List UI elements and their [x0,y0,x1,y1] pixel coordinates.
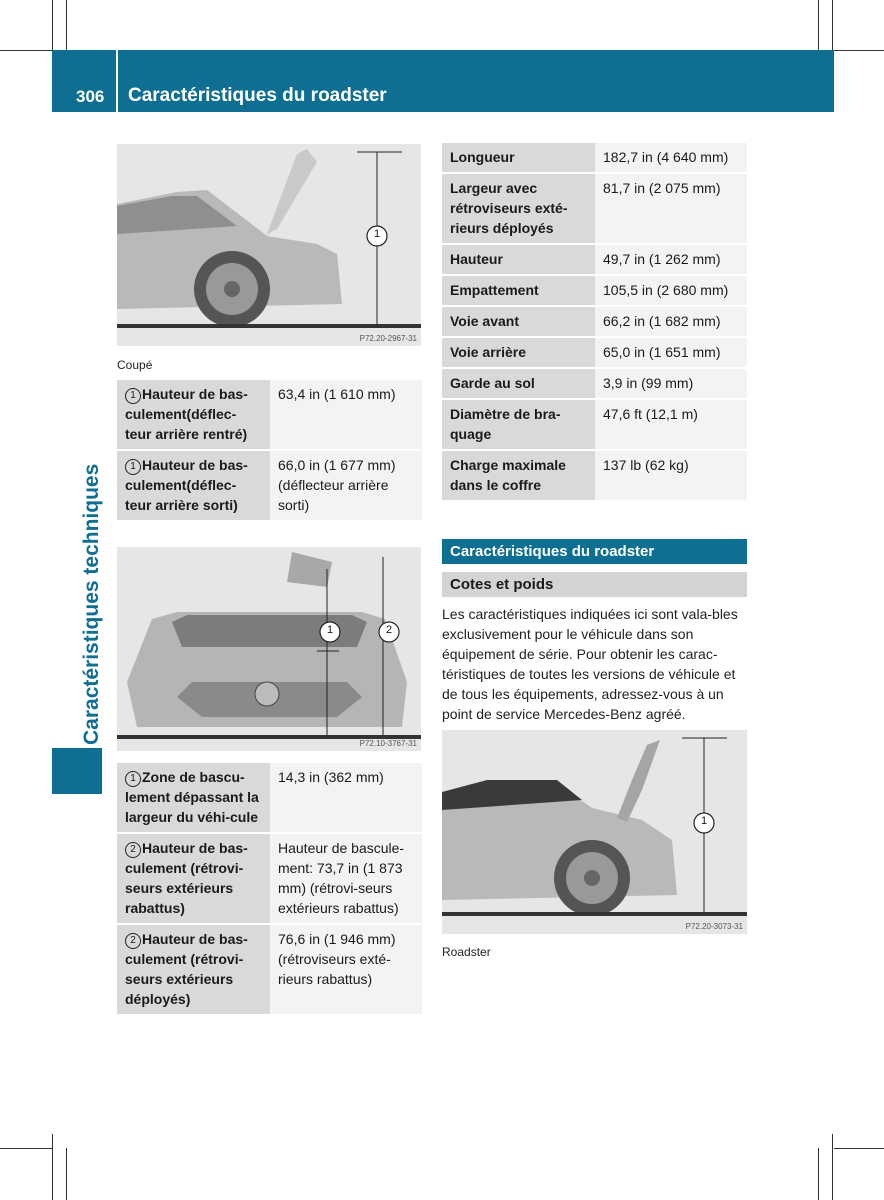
table-row [117,924,422,1015]
crop-mark [0,1148,52,1149]
side-tab-label: Caractéristiques techniques [80,463,103,745]
crop-mark [832,0,833,50]
section-title: Caractéristiques du roadster [450,543,655,560]
coupe-table [117,380,422,522]
marker-1: 1 [125,388,141,404]
row-value: 14,3 in (362 mm) [270,763,422,833]
crop-mark [66,0,67,50]
crop-mark [66,1148,67,1200]
row-value: 81,7 in (2 075 mm) [595,173,747,244]
marker-2: 2 [385,624,393,636]
row-value: 63,4 in (1 610 mm) [270,380,422,450]
row-label [117,380,270,450]
crop-mark [834,50,884,51]
row-label: Charge maximale dans le coffre [442,450,595,501]
label-text: Zone de bascu-lement dépassant la largeur du véhi-cule [125,769,259,825]
row-value: 66,2 in (1 682 mm) [595,306,747,337]
row-label [117,450,270,521]
table-row [442,143,747,173]
crop-mark [834,1148,884,1149]
dimensions-table [442,143,747,502]
marker-1: 1 [700,815,708,827]
figure-code: P72.20-3073-31 [685,922,743,931]
row-value: 65,0 in (1 651 mm) [595,337,747,368]
marker-1: 1 [125,771,141,787]
row-value: 137 lb (62 kg) [595,450,747,501]
row-label [117,833,270,924]
row-label [117,924,270,1015]
row-value: 47,6 ft (12,1 m) [595,399,747,450]
row-label [117,763,270,833]
marker-2: 2 [125,933,141,949]
table-row [442,368,747,399]
row-value: 105,5 in (2 680 mm) [595,275,747,306]
page-title: Caractéristiques du roadster [128,85,387,106]
figure-code: P72.10-3767-31 [359,739,417,748]
row-value: 3,9 in (99 mm) [595,368,747,399]
row-value: 76,6 in (1 946 mm) (rétroviseurs exté-rieurs rabattus) [270,924,422,1015]
table-row [442,306,747,337]
label-text: Hauteur de bas-culement (rétrovi-seurs extérieurs déployés) [125,931,248,1007]
row-value: 66,0 in (1 677 mm) (déflecteur arrière sorti) [270,450,422,521]
crop-mark [52,1134,53,1200]
table-row [117,763,422,833]
row-label: Hauteur [442,244,595,275]
page-number: 306 [76,87,105,106]
row-value: Hauteur de bascule-ment: 73,7 in (1 873 mm) (rétrovi-seurs extérieurs rabattus) [270,833,422,924]
row-label: Empattement [442,275,595,306]
table-row [117,833,422,924]
label-text: Hauteur de bas-culement (rétrovi-seurs extérieurs rabattus) [125,840,248,916]
section-heading [442,539,747,564]
coupe-side-drawing [117,144,421,346]
marker-1: 1 [373,228,381,240]
marker-1: 1 [326,624,334,636]
roadster-side-figure [442,730,747,934]
table-row [442,173,747,244]
label-text: Hauteur de bas-culement(déflec-teur arrière rentré) [125,386,248,442]
row-label: Voie arrière [442,337,595,368]
table-row [442,244,747,275]
row-value: 49,7 in (1 262 mm) [595,244,747,275]
row-label: Voie avant [442,306,595,337]
table-row [117,380,422,450]
table-row [442,337,747,368]
section-body: Les caractéristiques indiquées ici sont vala-bles exclusivement pour le véhicule dans son équipement de série. Pour obtenir les carac-téristiques de toutes les versions de véhicule et de tous les équipements, adressez-vous à un point de service Mercedes-Benz agréé. [442,606,738,722]
front-drawing [117,547,421,751]
figure-code: P72.20-2967-31 [359,334,417,343]
crop-mark [818,0,819,50]
figure-caption: Coupé [117,358,153,372]
table-row [442,399,747,450]
label-text: Hauteur de bas-culement(déflec-teur arrière sorti) [125,457,248,513]
roadster-side-drawing [442,730,747,934]
row-label: Diamètre de bra-quage [442,399,595,450]
row-label: Largeur avec rétroviseurs exté-rieurs déployés [442,173,595,244]
crop-mark [818,1148,819,1200]
row-label: Garde au sol [442,368,595,399]
table-row [442,450,747,501]
front-figure [117,547,421,751]
marker-1: 1 [125,459,141,475]
subsection-title: Cotes et poids [450,576,554,593]
crop-mark [0,50,52,51]
table-row [442,275,747,306]
crop-mark [832,1134,833,1200]
table-row [117,450,422,521]
row-label: Longueur [442,143,595,173]
marker-2: 2 [125,842,141,858]
side-tab-marker [52,748,102,794]
row-value: 182,7 in (4 640 mm) [595,143,747,173]
coupe-side-figure [117,144,421,346]
subsection-heading [442,572,747,597]
figure-caption: Roadster [442,945,491,959]
front-table [117,763,422,1016]
